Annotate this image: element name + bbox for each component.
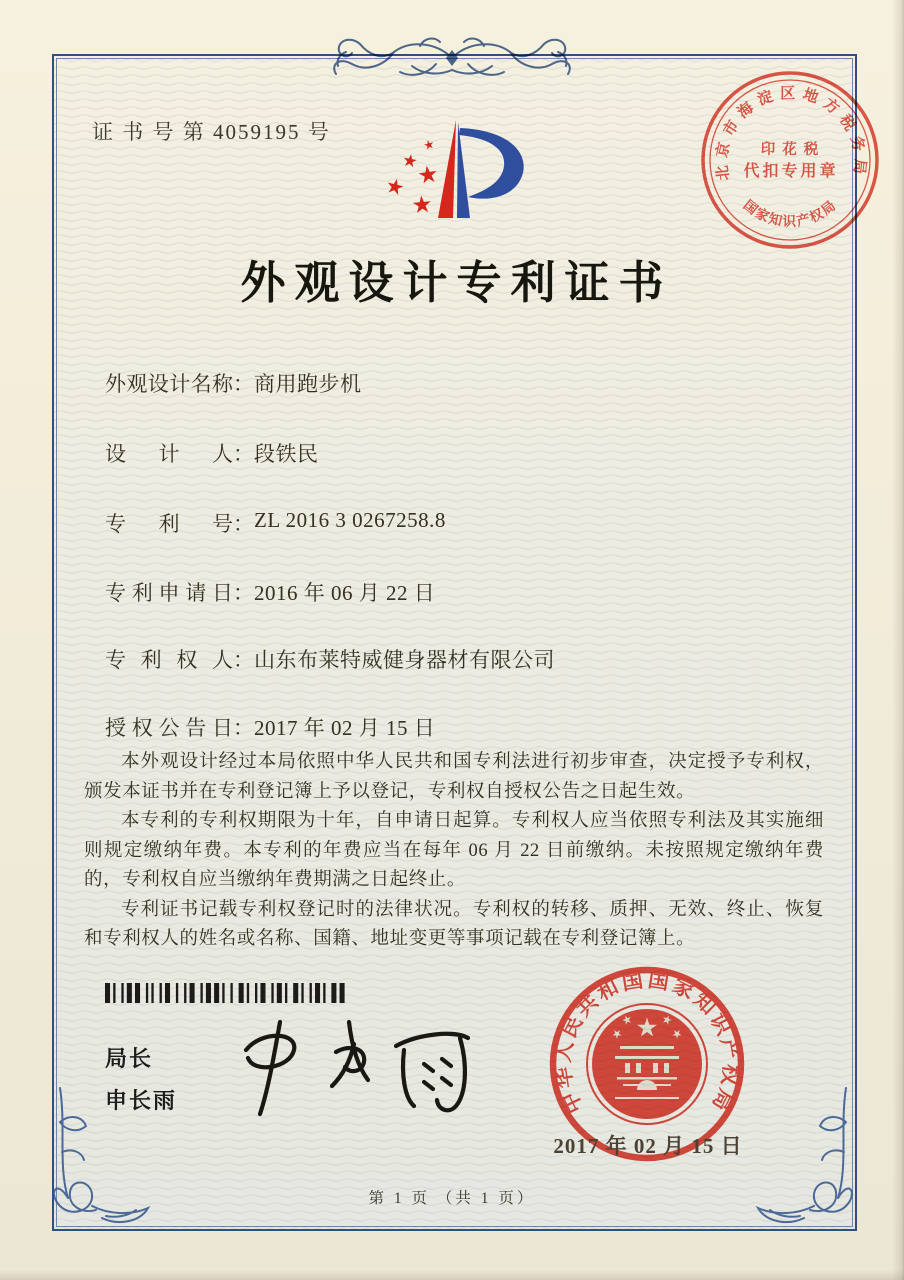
seal-date: 2017 年 02 月 15 日 bbox=[553, 1134, 743, 1158]
bottom-right-corner-ornament bbox=[740, 1082, 860, 1232]
field-design-name bbox=[105, 368, 362, 398]
field-designer bbox=[105, 438, 319, 468]
field-value: 2016 年 06 月 22 日 bbox=[254, 581, 436, 605]
tax-stamp-center-line2: 代扣专用章 bbox=[743, 163, 839, 180]
svg-text:国家知识产权局 bbox=[741, 196, 840, 229]
field-patentee bbox=[105, 644, 555, 674]
tax-office-stamp bbox=[698, 64, 888, 260]
field-colon: ： bbox=[233, 372, 254, 396]
field-colon: ： bbox=[233, 716, 254, 740]
logo-stars bbox=[385, 139, 438, 214]
field-value: 段铁民 bbox=[254, 442, 319, 466]
field-label: 专利申请日 bbox=[105, 581, 233, 605]
field-colon: ： bbox=[233, 648, 254, 672]
officer-signature-handwriting bbox=[218, 1008, 486, 1133]
field-grant-date bbox=[105, 712, 435, 742]
tax-stamp-arc-bottom-text: 国家知识产权局 bbox=[740, 197, 840, 230]
field-colon: ： bbox=[233, 442, 254, 466]
national-emblem bbox=[592, 1009, 702, 1119]
paragraph-grant: 本外观设计经过本局依照中华人民共和国专利法进行初步审查，决定授予专利权，颁发本证书并在专利登记簿上予以登记，专利权自授权公告之日起生效。 bbox=[84, 752, 824, 802]
field-value: 山东布莱特威健身器材有限公司 bbox=[254, 648, 555, 672]
cnipa-logo bbox=[332, 98, 582, 240]
paragraph-term-fees: 本专利的专利权期限为十年，自申请日起算。专利权人应当依照专利法及其实施细则规定缴纳年费。本专利的年费应当在每年 06 月 22 日前缴纳。未按照规定缴纳年费的，专利权自应当缴纳年费期满之日起终止。 bbox=[84, 811, 824, 890]
field-patent-number bbox=[105, 508, 446, 538]
field-colon: ： bbox=[233, 581, 254, 605]
field-label: 专利权人 bbox=[105, 648, 233, 672]
seal-arc-text: 中华人民共和国国家知识产权局 bbox=[550, 967, 744, 1118]
field-colon: ： bbox=[233, 512, 254, 536]
field-label: 授权公告日 bbox=[105, 716, 233, 740]
top-border-flourish-ornament bbox=[308, 24, 596, 94]
legal-text-block bbox=[84, 748, 824, 955]
certificate-number: 证 书 号 第 4059195 号 bbox=[92, 120, 331, 144]
certificate-title: 外观设计专利证书 bbox=[240, 258, 673, 308]
logo-spire bbox=[438, 120, 524, 218]
officer-title: 局长 bbox=[105, 1046, 154, 1071]
barcode bbox=[105, 983, 345, 1003]
field-label: 专利号 bbox=[105, 512, 233, 536]
field-value: ZL 2016 3 0267258.8 bbox=[254, 508, 446, 532]
officer-name: 申长雨 bbox=[105, 1088, 178, 1113]
field-application-date bbox=[105, 577, 435, 607]
tax-stamp-center-line1: 印花税 bbox=[760, 142, 826, 158]
field-value: 2017 年 02 月 15 日 bbox=[254, 716, 436, 740]
field-value: 商用跑步机 bbox=[254, 372, 362, 396]
page-number-footer: 第 1 页 （共 1 页） bbox=[368, 1190, 536, 1207]
paragraph-register: 专利证书记载专利权登记时的法律状况。专利权的转移、质押、无效、终止、恢复和专利权人的姓名或名称、国籍、地址变更等事项记载在专利登记簿上。 bbox=[84, 899, 824, 949]
field-label: 外观设计名称 bbox=[105, 372, 233, 396]
field-label: 设计人 bbox=[105, 442, 233, 466]
tax-stamp-arc-top-text: 北京市海淀区地方税务局 bbox=[714, 85, 868, 182]
